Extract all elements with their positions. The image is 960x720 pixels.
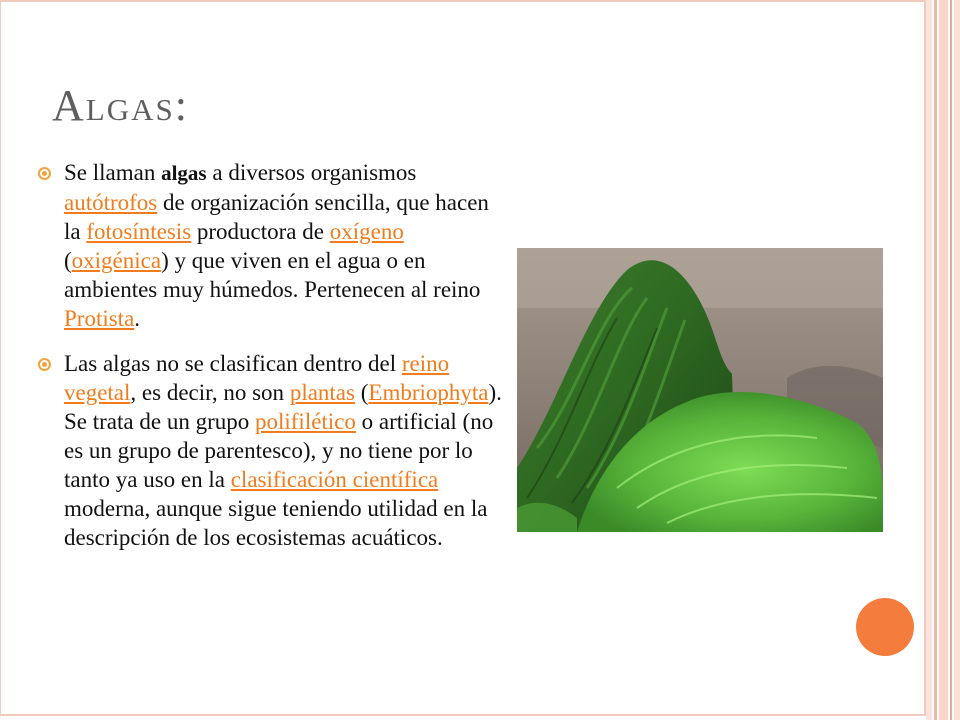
bullet-circle-icon: [38, 167, 51, 180]
bullet-list: [36, 158, 506, 552]
text-link[interactable]: clasificación científica: [230, 467, 439, 492]
bullet-text: Las algas no se clasifican dentro del: [64, 351, 402, 376]
bullet-text: (: [354, 380, 369, 405]
bullet-text: a diversos organismos: [206, 160, 417, 185]
slide-title: Algas:: [52, 81, 189, 130]
bullet-text: productora de: [191, 219, 330, 244]
decorative-orange-circle: [856, 598, 914, 656]
text-link[interactable]: Protista: [64, 306, 135, 331]
text-link[interactable]: oxigénica: [71, 248, 162, 273]
text-link[interactable]: Embriophyta: [368, 380, 489, 405]
decorative-stripes: [926, 0, 960, 720]
bullet-text: ). Se trata de un grupo: [64, 380, 502, 434]
bullet-text: Se llaman: [64, 160, 162, 185]
text-link[interactable]: oxígeno: [329, 219, 404, 244]
bullet-item: [36, 158, 506, 333]
text-link[interactable]: fotosíntesis: [86, 219, 192, 244]
bullet-text: de organización sencilla, que hacen la: [64, 190, 489, 244]
bullet-text: .: [134, 306, 141, 331]
stripe: [934, 0, 937, 720]
stripe: [939, 0, 948, 720]
bullet-item: [36, 349, 506, 552]
bullet-text: ) y que viven en el agua o en ambientes muy húmedos. Pertenecen al reino: [64, 248, 481, 302]
stripe: [950, 0, 952, 720]
bullet-text: , es decir, no son: [130, 380, 290, 405]
text-link[interactable]: reino vegetal: [64, 351, 450, 405]
slide-content: [36, 158, 506, 568]
stripe: [954, 0, 960, 720]
algae-photo: [517, 248, 883, 532]
bullet-text: (: [64, 248, 72, 273]
bullet-text: o artificial (no es un grupo de parentesco), y no tiene por lo tanto ya uso en la: [64, 409, 494, 492]
text-link[interactable]: polifilético: [254, 409, 356, 434]
stripe: [926, 0, 932, 720]
bold-term: algas: [161, 161, 207, 185]
text-link[interactable]: plantas: [289, 380, 355, 405]
bullet-circle-icon: [38, 358, 51, 371]
bullet-text: moderna, aunque sigue teniendo utilidad en la descripción de los ecosistemas acuáticos.: [64, 496, 488, 550]
text-link[interactable]: autótrofos: [64, 190, 158, 215]
